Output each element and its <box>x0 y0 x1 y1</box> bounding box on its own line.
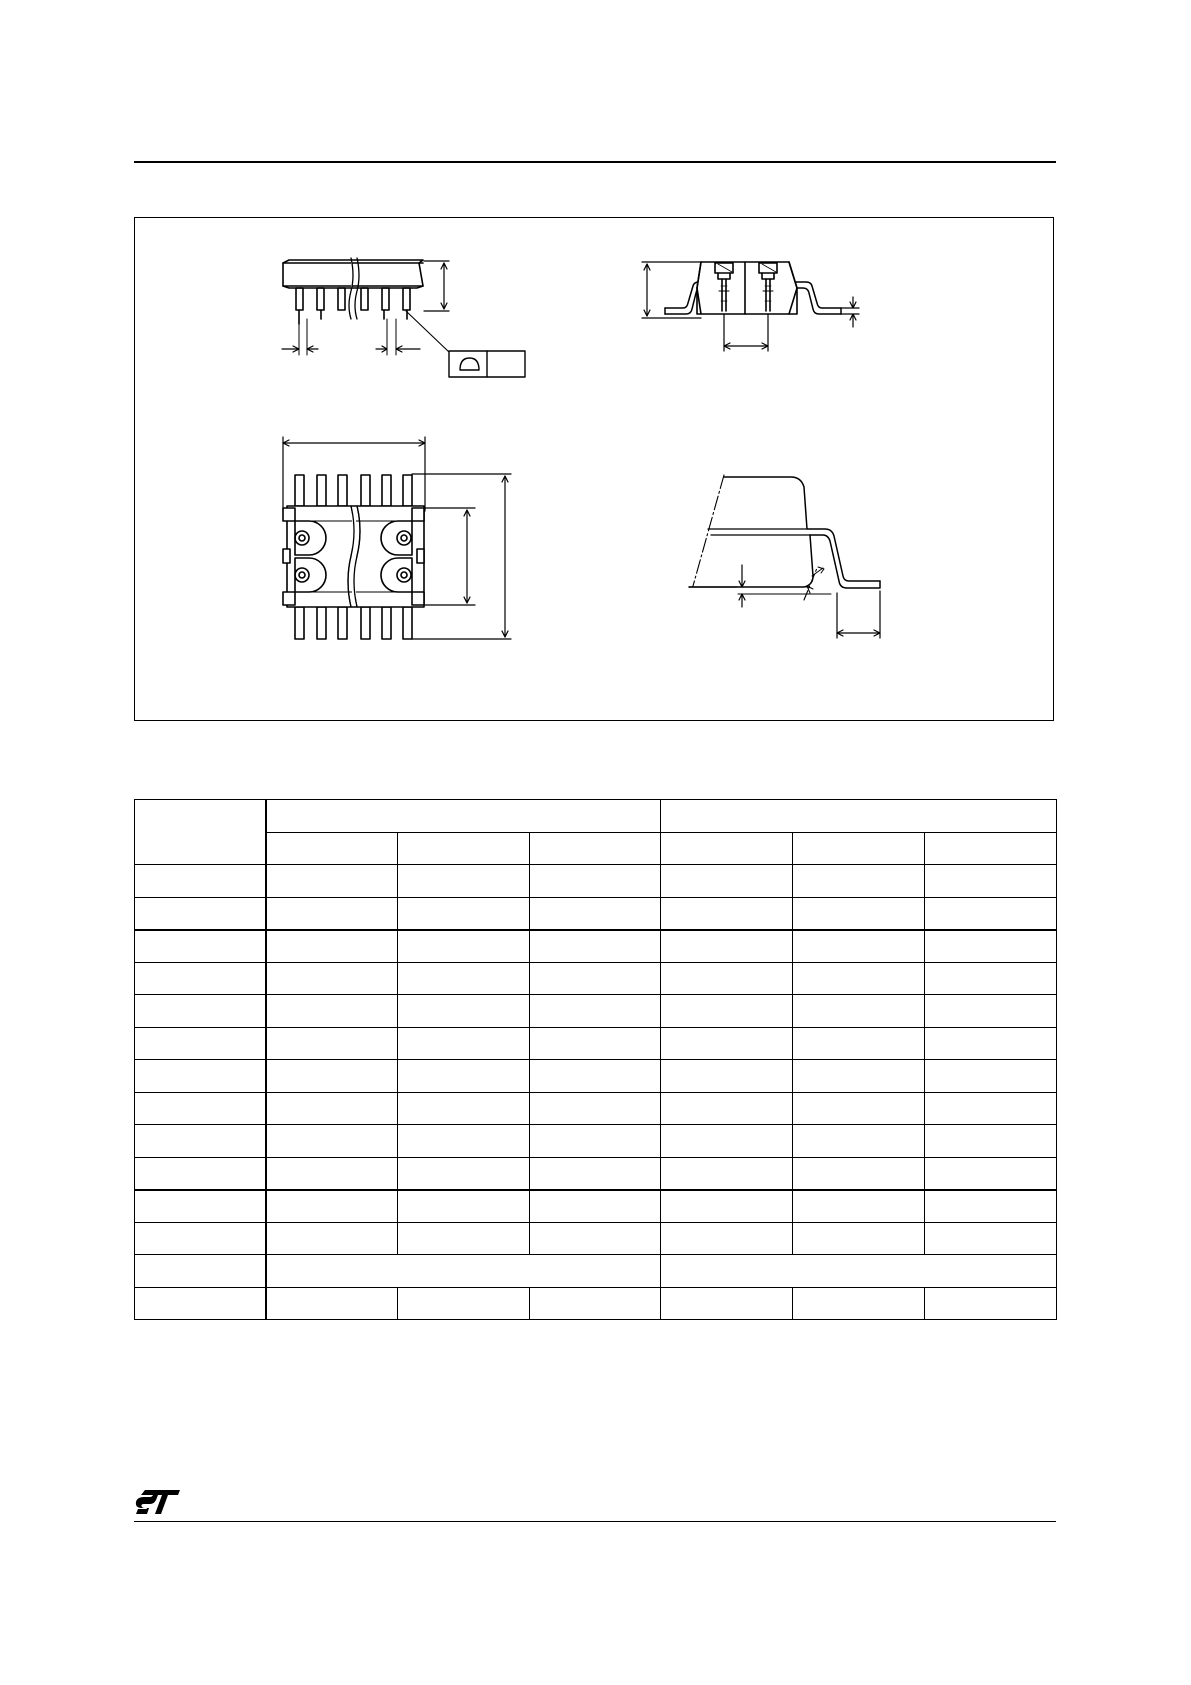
table-row <box>135 1060 1057 1093</box>
table-row <box>135 1027 1057 1060</box>
dimensions-table <box>134 799 1057 1320</box>
table-row <box>135 865 1057 898</box>
table-row <box>135 1157 1057 1190</box>
table-row <box>135 1125 1057 1158</box>
header-rule <box>134 161 1056 163</box>
side-view <box>642 262 859 351</box>
table-header-group-2 <box>661 800 1057 833</box>
table-row <box>135 897 1057 930</box>
front-view <box>282 258 525 377</box>
side-body <box>697 262 797 314</box>
table-row <box>135 1287 1057 1320</box>
top-view-pins-upper <box>295 475 412 506</box>
table-header-group-1 <box>266 800 661 833</box>
table-subheader-row <box>135 832 1057 865</box>
table-header-dim <box>135 800 266 865</box>
lead-detail-view <box>689 475 880 638</box>
table-header-row <box>135 800 1057 833</box>
table-row-merged <box>135 1255 1057 1288</box>
table-row <box>135 1092 1057 1125</box>
package-outline-drawing <box>134 217 1054 721</box>
table-row <box>135 962 1057 995</box>
top-view <box>283 437 511 639</box>
table-row <box>135 930 1057 963</box>
st-logo <box>134 1488 182 1516</box>
table-row <box>135 1190 1057 1223</box>
table-row <box>135 1222 1057 1255</box>
top-view-pins-lower <box>295 607 412 639</box>
front-pins <box>296 288 410 324</box>
package-outline-svg <box>135 218 1055 722</box>
table-row <box>135 995 1057 1028</box>
footer-rule <box>134 1521 1056 1522</box>
